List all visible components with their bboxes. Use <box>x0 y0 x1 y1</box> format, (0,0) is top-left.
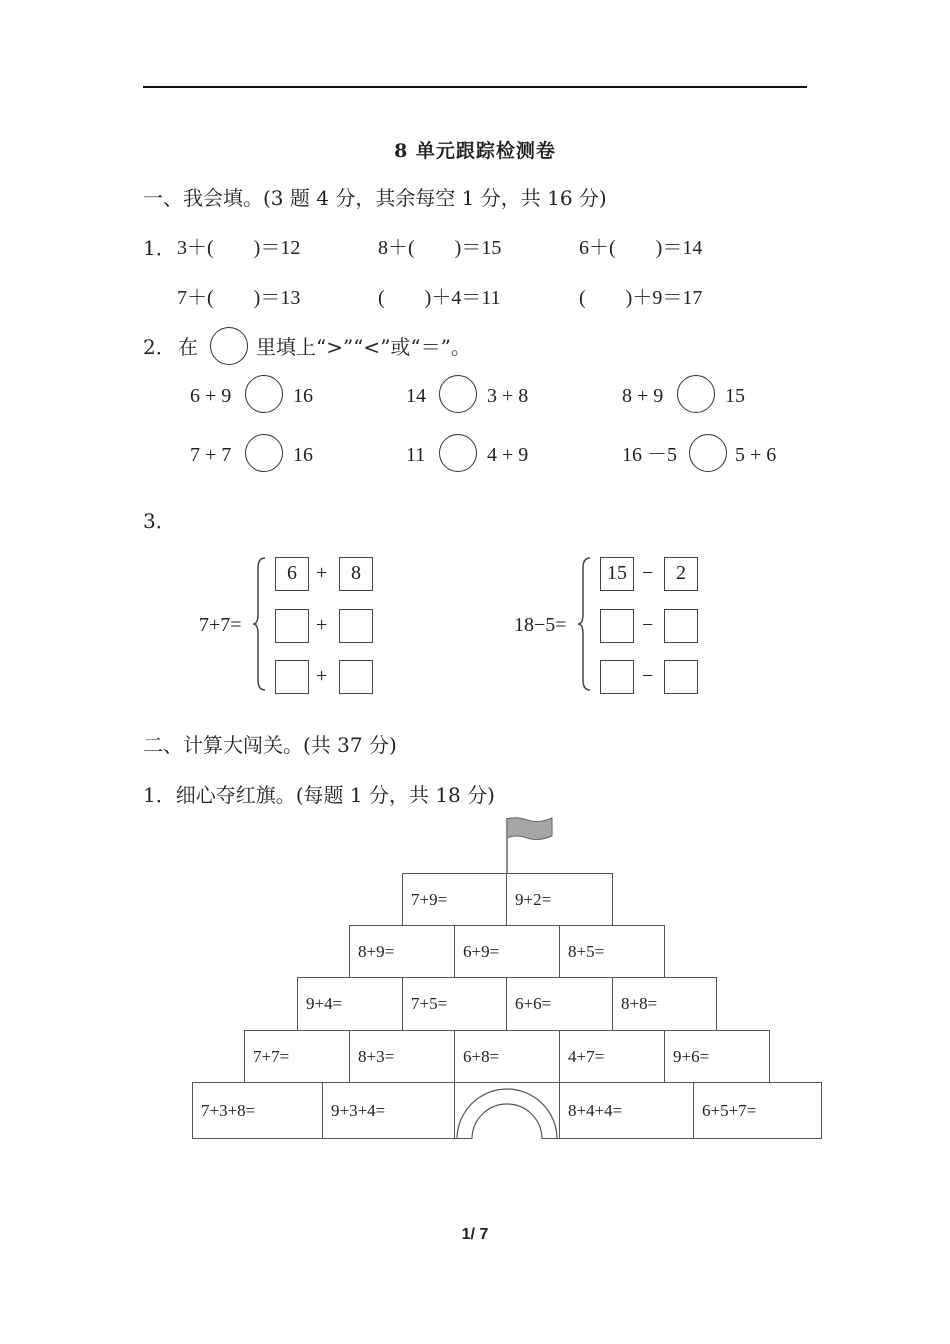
op-right-2: − <box>642 614 654 636</box>
calc-cell[interactable]: 7+9= <box>402 873 507 926</box>
q2-prefix: 在 <box>178 335 198 359</box>
op-left-1: + <box>316 562 328 584</box>
compare-circle-example <box>210 327 248 365</box>
compare-right-4: 16 <box>293 444 313 466</box>
calc-cell[interactable]: 8+9= <box>349 925 455 978</box>
calc-cell[interactable]: 7+5= <box>402 977 507 1031</box>
calc-cell[interactable]: 9+3+4= <box>322 1082 455 1139</box>
header-rule <box>143 86 807 88</box>
flag-icon <box>500 814 560 876</box>
calc-cell[interactable]: 8+5= <box>559 925 665 978</box>
calc-cell[interactable]: 7+7= <box>244 1030 350 1083</box>
fill-blank-4: 7＋( )＝13 <box>177 287 301 309</box>
compare-circle-3[interactable] <box>677 375 715 413</box>
compare-circle-5[interactable] <box>439 434 477 472</box>
calc-cell[interactable]: 6+6= <box>506 977 613 1031</box>
compare-left-5: 11 <box>406 444 426 466</box>
example-box-left-a: 6 <box>275 557 309 591</box>
calc-cell[interactable]: 6+9= <box>454 925 560 978</box>
calc-cell[interactable]: 9+4= <box>297 977 403 1031</box>
decompose-left-label: 7+7= <box>199 614 242 636</box>
section1-heading: 一、我会填。(3 题 4 分，其余每空 1 分，共 16 分) <box>143 186 607 210</box>
q3-number: 3． <box>143 509 176 533</box>
op-left-3: + <box>316 665 328 687</box>
compare-left-1: 6 + 9 <box>190 385 232 407</box>
left-brace <box>252 556 268 692</box>
section2-q1: 1．细心夺红旗。(每题 1 分，共 18 分) <box>143 783 495 807</box>
q1-number: 1． <box>143 236 176 260</box>
compare-left-4: 7 + 7 <box>190 444 232 466</box>
compare-circle-2[interactable] <box>439 375 477 413</box>
arch-gate <box>454 1082 560 1139</box>
answer-box[interactable] <box>275 609 309 643</box>
fill-blank-1: 3＋( )＝12 <box>177 237 301 259</box>
compare-right-5: 4 + 9 <box>487 444 529 466</box>
answer-box[interactable] <box>275 660 309 694</box>
op-left-2: + <box>316 614 328 636</box>
calc-cell[interactable]: 8+3= <box>349 1030 455 1083</box>
fill-blank-3: 6＋( )＝14 <box>579 237 703 259</box>
calc-cell[interactable]: 4+7= <box>559 1030 665 1083</box>
calc-cell[interactable]: 9+2= <box>506 873 613 926</box>
example-box-right-b: 2 <box>664 557 698 591</box>
compare-circle-6[interactable] <box>689 434 727 472</box>
calc-cell[interactable]: 8+8= <box>612 977 717 1031</box>
calc-cell[interactable]: 9+6= <box>664 1030 770 1083</box>
calc-cell[interactable]: 6+8= <box>454 1030 560 1083</box>
fill-blank-2: 8＋( )＝15 <box>378 237 502 259</box>
compare-left-2: 14 <box>406 385 426 407</box>
compare-right-2: 3 + 8 <box>487 385 529 407</box>
answer-box[interactable] <box>600 609 634 643</box>
fill-blank-6: ( )＋9＝17 <box>579 287 703 309</box>
decompose-right-label: 18−5= <box>514 614 567 636</box>
answer-box[interactable] <box>339 609 373 643</box>
q2-number: 2． <box>143 335 176 359</box>
op-right-1: − <box>642 562 654 584</box>
page-number: 1/ 7 <box>461 1226 489 1243</box>
calc-cell[interactable]: 7+3+8= <box>192 1082 323 1139</box>
example-box-right-a: 15 <box>600 557 634 591</box>
q2-suffix: 里填上“>”“<”或“＝”。 <box>256 335 471 359</box>
example-box-left-b: 8 <box>339 557 373 591</box>
page-title: 8 单元跟踪检测卷 <box>394 140 556 162</box>
answer-box[interactable] <box>664 660 698 694</box>
calc-cell[interactable]: 8+4+4= <box>559 1082 694 1139</box>
fill-blank-5: ( )＋4＝11 <box>378 287 501 309</box>
compare-right-3: 15 <box>725 385 745 407</box>
compare-right-1: 16 <box>293 385 313 407</box>
answer-box[interactable] <box>600 660 634 694</box>
compare-left-3: 8 + 9 <box>622 385 664 407</box>
answer-box[interactable] <box>339 660 373 694</box>
section2-heading: 二、计算大闯关。(共 37 分) <box>143 733 397 757</box>
op-right-3: − <box>642 665 654 687</box>
right-brace <box>577 556 593 692</box>
compare-circle-4[interactable] <box>245 434 283 472</box>
answer-box[interactable] <box>664 609 698 643</box>
calc-cell[interactable]: 6+5+7= <box>693 1082 822 1139</box>
compare-circle-1[interactable] <box>245 375 283 413</box>
compare-left-6: 16 －5 <box>622 444 677 466</box>
compare-right-6: 5 + 6 <box>735 444 777 466</box>
